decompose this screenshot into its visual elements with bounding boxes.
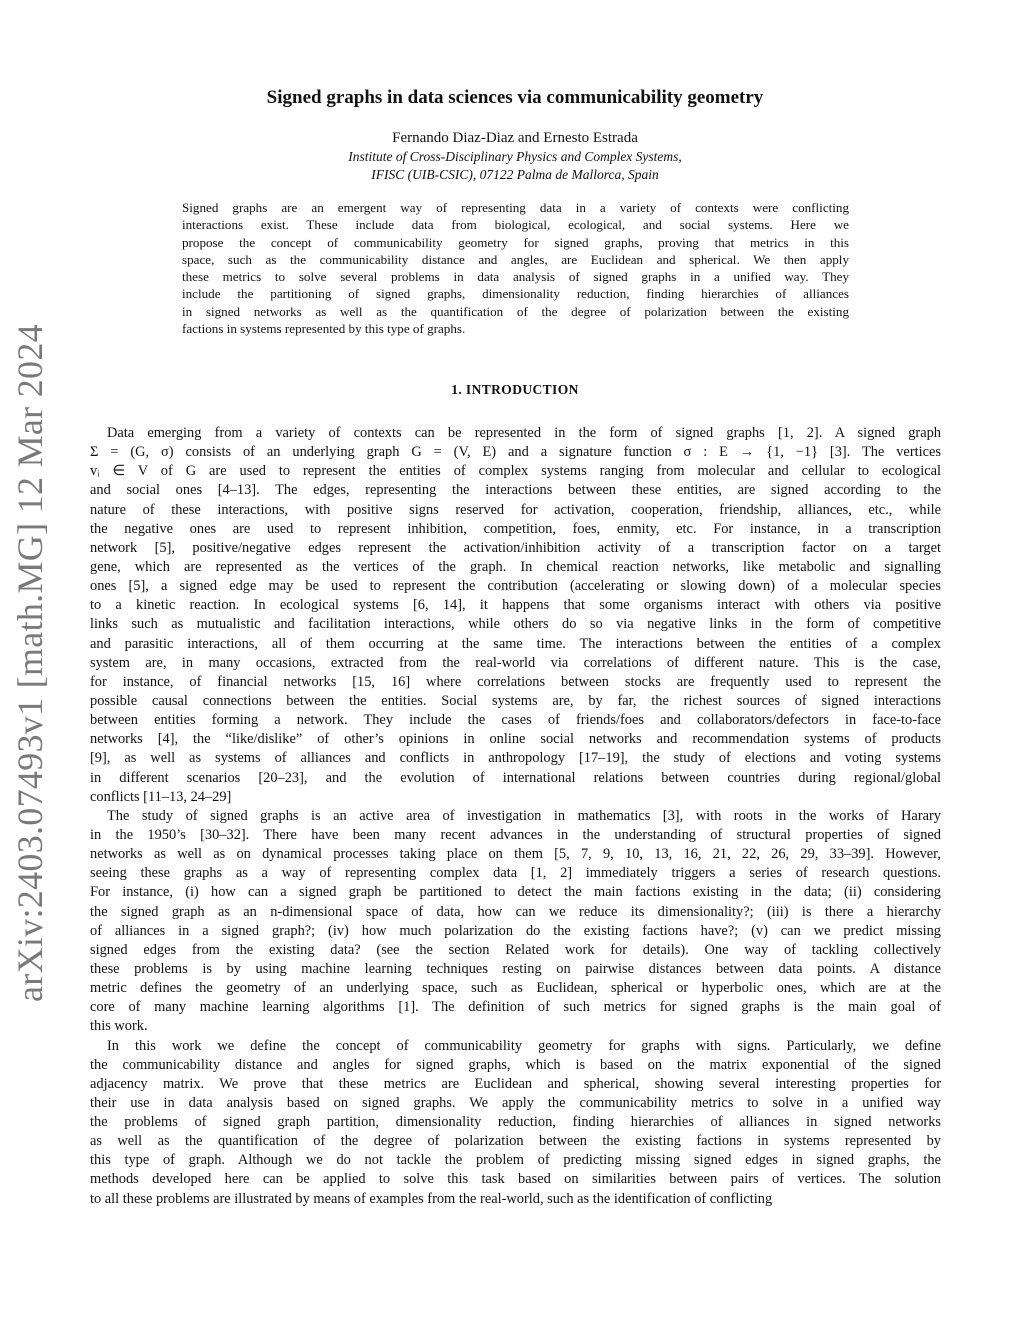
paragraph-2-line: the signed graph as an n-dimensional space of data, how can we reduce its dimensionality?; (iii) is there a hierarchy (90, 903, 941, 920)
paragraph-1-line: system are, in many occasions, extracted from the real-world via correlations of different nature. This is the case, (90, 654, 941, 671)
paragraph-2-line: core of many machine learning algorithms [1]. The definition of such metrics for signed graphs is the main goal of (90, 999, 941, 1016)
paragraph-1-line: vᵢ ∈ V of G are used to represent the entities of complex systems ranging from molecular and cellular to ecological (90, 463, 941, 480)
paragraph-3-line: methods developed here can be applied to solve this task based on similarities between pairs of vertices. The solution (90, 1171, 941, 1188)
paragraph-2-line: of alliances in a signed graph?; (iv) how much polarization do the existing factions have?; (v) can we predict missing (90, 922, 941, 939)
paragraph-1-line: networks [4], the “like/dislike” of other’s opinions in online social networks and recommendation systems of products (90, 731, 941, 748)
paragraph-2-line: this work. (90, 1018, 148, 1035)
paragraph-1-line: conflicts [11–13, 24–29] (90, 788, 232, 805)
paragraph-3-line: In this work we define the concept of communicability geometry for graphs with signs. Particularly, we define (107, 1037, 941, 1054)
paragraph-1-line: ones [5], a signed edge may be used to represent the contribution (accelerating or slowing down) of a molecular species (90, 578, 941, 595)
paragraph-1-line: nature of these interactions, with positive signs reserved for activation, cooperation, friendship, alliances, etc., while (90, 501, 941, 518)
abstract-line: factions in systems represented by this type of graphs. (182, 321, 466, 337)
abstract-line: Signed graphs are an emergent way of representing data in a variety of contexts were conflicting (182, 200, 849, 215)
paragraph-2-line: these problems is by using machine learning techniques resting on pairwise distances between data points. A distance (90, 960, 941, 977)
paragraph-1-line: in different scenarios [20–23], and the evolution of international relations between countries during regional/global (90, 769, 941, 786)
paragraph-1-line: Σ = (G, σ) consists of an underlying graph G = (V, E) and a signature function σ : E → {1, −1} [3]. The vertices (90, 444, 941, 461)
paragraph-3-line: their use in data analysis based on signed graphs. We apply the communicability metrics to solve in a unified way (90, 1094, 941, 1111)
paragraph-1-line: the negative ones are used to represent inhibition, competition, foes, enmity, etc. For instance, in a transcription (90, 520, 941, 537)
paragraph-3-line: the problems of signed graph partition, dimensionality reduction, finding hierarchies of alliances in signed networks (90, 1114, 941, 1131)
paragraph-1-line: and social ones [4–13]. The edges, representing the interactions between these entities, are signed according to the (90, 482, 941, 499)
paragraph-3-line: to all these problems are illustrated by means of examples from the real-world, such as the identification of conflicting (90, 1190, 773, 1207)
paragraph-2-line: For instance, (i) how can a signed graph be partitioned to detect the main factions existing in the data; (ii) considering (90, 884, 941, 901)
abstract (182, 199, 849, 337)
paragraph-2-line: networks as well as on dynamical processes taking place on them [5, 7, 9, 10, 13, 16, 21, 22, 26, 29, 33–39]. However, (90, 846, 941, 863)
paragraph-2-line: in the 1950’s [30–32]. There have been many recent advances in the understanding of structural properties of signed (90, 826, 941, 843)
abstract-line: these metrics to solve several problems in data analysis of signed graphs in a unified way. They (182, 269, 849, 285)
paper-title: Signed graphs in data sciences via communicability geometry (266, 87, 764, 108)
paragraph-1-line: for instance, of financial networks [15, 16] where correlations between stocks are frequently used to represent the (90, 673, 941, 690)
affiliation-line-1: Institute of Cross-Disciplinary Physics and Complex Systems, (348, 149, 682, 164)
paragraph-1-line: Data emerging from a variety of contexts can be represented in the form of signed graphs [1, 2]. A signed graph (107, 425, 941, 441)
paragraph-1-line: gene, which are represented as the vertices of the graph. In chemical reaction networks, like metabolic and signalling (90, 558, 941, 575)
paragraph-2-line: seeing these graphs as a way of representing complex data [1, 2] immediately triggers a series of research questions. (90, 865, 941, 882)
paragraph-1-line: [9], as well as systems of alliances and conflicts in anthropology [17–19], the study of elections and voting systems (90, 750, 941, 767)
paragraph-2-line: metric defines the geometry of an underlying space, such as Euclidean, spherical or hyperbolic ones, which are at the (90, 980, 941, 997)
paragraph-3-line: as well as the quantification of the degree of polarization between the existing factions in systems represented by (90, 1133, 941, 1150)
abstract-line: include the partitioning of signed graphs, dimensionality reduction, finding hierarchies of alliances (182, 286, 849, 302)
paragraph-2-line: The study of signed graphs is an active area of investigation in mathematics [3], with roots in the works of Harary (107, 807, 941, 824)
abstract-line: propose the concept of communicability geometry for signed graphs, proving that metrics in this (182, 234, 849, 250)
paragraph-1-line: and parasitic interactions, all of them occurring at the same time. The interactions between the entities of a complex (90, 635, 941, 652)
paragraph-3-line: adjacency matrix. We prove that these metrics are Euclidean and spherical, showing several interesting properties for (90, 1075, 941, 1092)
author-list: Fernando Diaz-Diaz and Ernesto Estrada (392, 130, 638, 146)
affiliation-line-2: IFISC (UIB-CSIC), 07122 Palma de Mallorca, Spain (371, 167, 659, 182)
paragraph-2-line: signed edges from the existing data? (see the section Related work for details). One way of tackling collectively (90, 941, 941, 958)
introduction-body (90, 424, 941, 1209)
section-heading: 1. INTRODUCTION (451, 382, 579, 397)
paragraph-1-line: to a kinetic reaction. In ecological systems [6, 14], it happens that some organisms interact with others via positive (90, 597, 941, 614)
arxiv-side-stamp (6, 318, 54, 1008)
paragraph-3-line: this type of graph. Although we do not tackle the problem of predicting missing signed edges in signed graphs, the (90, 1152, 941, 1169)
paragraph-1-line: possible causal connections between the entities. Social systems are, by far, the richest sources of signed interactions (90, 692, 941, 709)
abstract-line: space, such as the communicability distance and angles, are Euclidean and spherical. We then apply (182, 251, 849, 267)
paragraph-1-line: links such as mutualistic and facilitation interactions, while others do so via negative links in the form of competitive (90, 616, 941, 633)
abstract-line: in signed networks as well as the quantification of the degree of polarization between the existing (182, 303, 849, 319)
paragraph-1-line: network [5], positive/negative edges represent the activation/inhibition activity of a transcription factor on a target (90, 539, 941, 556)
paragraph-1-line: between entities forming a network. They include the cases of friends/foes and collaborators/defectors in face-to-face (90, 712, 941, 729)
abstract-line: interactions exist. These include data from biological, ecological, and social systems. Here we (182, 217, 849, 233)
arxiv-identifier: arXiv:2403.07493v1 [math.MG] 12 Mar 2024 (10, 324, 50, 1002)
paragraph-3-line: the communicability distance and angles for signed graphs, which is based on the matrix exponential of the signed (90, 1056, 941, 1073)
